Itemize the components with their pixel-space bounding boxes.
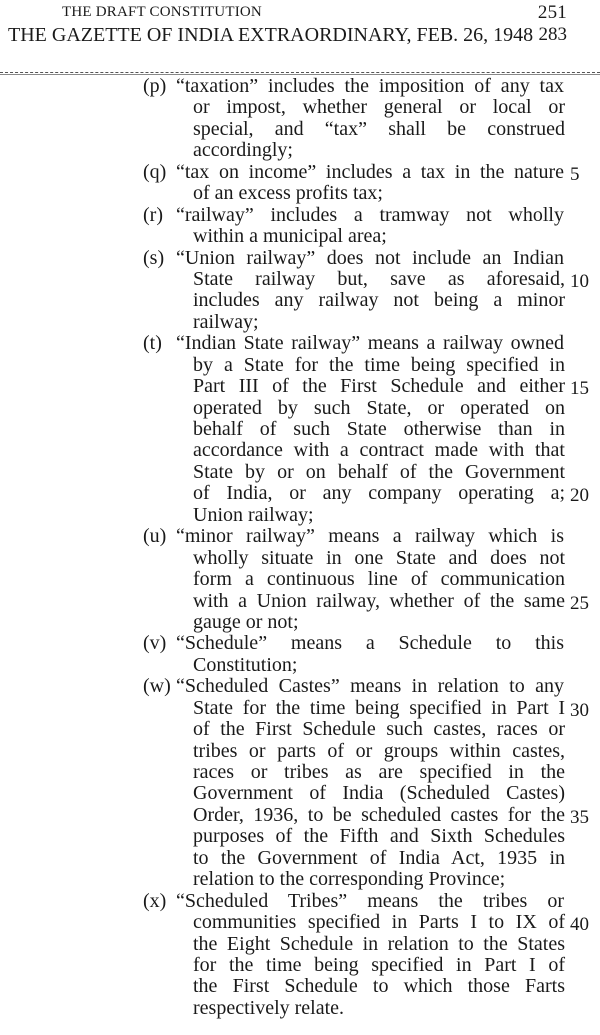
clause [0, 633, 600, 676]
clause-line [0, 976, 600, 997]
clause-line-text: to the Government of India Act, 1935 in [193, 846, 565, 869]
running-header [62, 4, 567, 21]
clause-line [0, 676, 600, 697]
clause-line [0, 462, 600, 483]
clause-line [0, 505, 600, 526]
clause-line [0, 805, 600, 826]
gazette-page-number: 283 [538, 24, 567, 45]
clause-line [0, 869, 600, 890]
clause [0, 676, 600, 890]
clause-line [0, 97, 600, 118]
clause-line [0, 569, 600, 590]
clause-line-text: State for the time being specified in Part I [193, 696, 565, 719]
clause-label: (u) [143, 525, 167, 548]
clause-line [0, 482, 600, 507]
clause-line [0, 183, 600, 204]
clause-line-text: operated by such State, or operated on [193, 396, 565, 419]
clause-line-text: races or tribes as are specified in the [193, 761, 565, 783]
clause-line [0, 762, 600, 783]
clause-line-text: or impost, whether general or local or [193, 96, 565, 119]
clause-line-text: “minor railway” means a railway which is [176, 525, 564, 548]
clause-line [0, 741, 600, 762]
clause-line-text: “taxation” includes the imposition of any tax [176, 75, 564, 97]
clause-line [0, 355, 600, 376]
clause-line [0, 848, 600, 869]
clause-line-text: accordingly; [193, 139, 293, 162]
clause-line-text: by a State for the time being specified in [193, 353, 565, 376]
header-rule [0, 72, 600, 73]
clause-line-text: Constitution; [193, 653, 298, 676]
clause-line [0, 375, 600, 400]
clause-label: (w) [143, 675, 171, 698]
clause-line-text: includes any railway not being a minor [193, 289, 565, 312]
clause-line-text: “tax on income” includes a tax in the nature [176, 160, 564, 183]
clause-line [0, 934, 600, 955]
clause-label: (q) [143, 160, 167, 183]
header-title: THE DRAFT CONSTITUTION [62, 4, 262, 20]
clause-line-text: form a continuous line of communication [193, 568, 565, 591]
clause-label: (p) [143, 75, 167, 97]
clause-line [0, 783, 600, 804]
clause [0, 205, 600, 248]
clause-line [0, 248, 600, 269]
clause-line [0, 955, 600, 976]
clause-line [0, 826, 600, 847]
clause-line-text: tribes or parts of or groups within castes, [193, 739, 565, 762]
clause-line [0, 440, 600, 461]
clause-line [0, 76, 600, 97]
clause-line [0, 119, 600, 140]
clause-line [0, 698, 600, 719]
clause-line-text: “Scheduled Castes” means in relation to any [176, 675, 564, 698]
clause-line-text: “railway” includes a tramway not wholly [176, 203, 564, 226]
clause-line-text: Part III of the First Schedule and either [193, 375, 565, 398]
clause-line-text: with a Union railway, whether of the same [193, 589, 565, 612]
gazette-title: THE GAZETTE OF INDIA EXTRAORDINARY, FEB. 26, 1948 [8, 24, 534, 46]
clause-line [0, 591, 600, 612]
clause-line-text: gauge or not; [193, 610, 299, 633]
clause-line-text: the Eight Schedule in relation to the States [193, 932, 565, 955]
clause-line [0, 419, 600, 440]
clause-label: (t) [143, 332, 162, 355]
clause-line [0, 398, 600, 419]
clause-line-text: “Union railway” does not include an Indian [176, 246, 564, 269]
clause-line-text: within a municipal area; [193, 225, 387, 248]
clause-line [0, 633, 600, 654]
clause-line-text: special, and “tax” shall be construed [193, 117, 565, 140]
clause-line-text: wholly situate in one State and does not [193, 546, 565, 569]
header-page-number: 251 [537, 2, 567, 23]
margin-line-number: 40 [570, 914, 589, 936]
clause-line [0, 655, 600, 676]
clause-line-text: behalf of such State otherwise than in [193, 418, 565, 440]
clause-line-text: relation to the corresponding Province; [193, 868, 506, 891]
clause-line [0, 205, 600, 226]
clause-line-text: Order, 1936, to be scheduled castes for the [193, 803, 565, 826]
clause-line [0, 290, 600, 311]
margin-line-number: 10 [570, 270, 589, 292]
clause [0, 248, 600, 334]
clause-line-text: purposes of the Fifth and Sixth Schedules [193, 825, 565, 848]
clause-line [0, 548, 600, 569]
clause-line-text: railway; [193, 310, 259, 333]
clause-line-text: for the time being specified in Part I of [193, 953, 565, 976]
clause-line-text: respectively relate. [193, 996, 345, 1019]
clause-line [0, 891, 600, 912]
clause-line-text: Union railway; [193, 503, 314, 526]
clause-line-text: communities specified in Parts I to IX of [193, 911, 565, 934]
clause-line-text: the First Schedule to which those Farts [193, 975, 565, 998]
clause-label: (s) [143, 246, 165, 269]
clause-line [0, 269, 600, 290]
clause-line-text: “Scheduled Tribes” means the tribes or [176, 889, 564, 912]
clause-line-text: State railway but, save as aforesaid, [193, 267, 565, 290]
clause [0, 162, 600, 205]
clause-line [0, 911, 600, 936]
gazette-header [8, 24, 567, 47]
clause-line-text: Government of India (Scheduled Castes) [193, 782, 565, 805]
clause-line [0, 333, 600, 354]
clause-line-text: of an excess profits tax; [193, 182, 383, 205]
clause-line [0, 612, 600, 633]
clause-line-text: of India, or any company operating a; [193, 482, 565, 505]
clause-label: (r) [143, 203, 163, 226]
margin-line-number: 25 [570, 592, 589, 614]
margin-line-number: 20 [570, 485, 589, 507]
clause [0, 333, 600, 526]
clause-line [0, 226, 600, 247]
clause-line [0, 312, 600, 333]
clause-line-text: “Indian State railway” means a railway owned [176, 332, 564, 355]
clause-line-text: accordance with a contract made with that [193, 439, 565, 462]
clause-line-text: of the First Schedule such castes, races or [193, 718, 565, 741]
clause-line [0, 140, 600, 161]
margin-line-number: 35 [570, 806, 589, 828]
clause [0, 891, 600, 1020]
clause [0, 76, 600, 162]
margin-line-number: 15 [570, 378, 589, 400]
clause-line [0, 998, 600, 1019]
definition-clauses [0, 76, 600, 1019]
clause [0, 526, 600, 633]
clause-label: (x) [143, 889, 167, 912]
margin-line-number: 5 [570, 163, 580, 185]
clause-line [0, 719, 600, 740]
clause-line [0, 526, 600, 547]
margin-line-number: 30 [570, 699, 589, 721]
clause-label: (v) [143, 632, 167, 655]
clause-line-text: “Schedule” means a Schedule to this [176, 632, 564, 655]
clause-line-text: State by or on behalf of the Government [193, 460, 565, 483]
clause-line [0, 162, 600, 183]
